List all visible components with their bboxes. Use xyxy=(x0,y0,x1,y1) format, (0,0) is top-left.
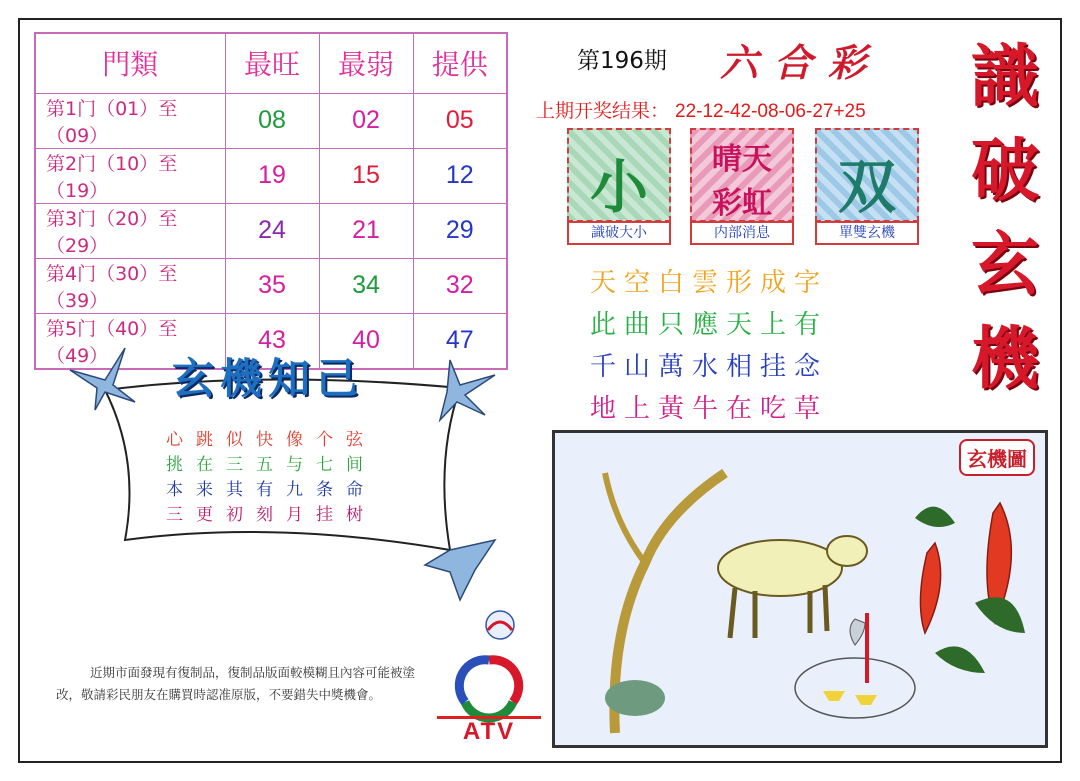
table-row xyxy=(35,93,507,148)
cell-hot: 43 xyxy=(225,313,319,369)
poem-line: 千山萬水相挂念 xyxy=(590,352,829,382)
poem-line: 天空白雲形成字 xyxy=(590,268,829,298)
axe-blade-icon xyxy=(850,619,865,645)
tree-branch xyxy=(605,473,645,563)
picture-label: 玄機圖 xyxy=(959,439,1035,476)
result-label: 上期开奖结果： xyxy=(536,101,670,122)
notice-text xyxy=(56,662,436,706)
cell-provide: 47 xyxy=(413,313,507,369)
cell-cold: 02 xyxy=(319,93,413,148)
tile-char-bottom: 彩虹 xyxy=(712,186,772,221)
cell-cold: 21 xyxy=(319,203,413,258)
tile-label-inside: 内部消息 xyxy=(690,221,794,245)
last-result xyxy=(536,96,866,123)
scroll-line: 三更初刻月挂树 xyxy=(166,505,376,525)
door-table xyxy=(34,32,508,370)
tile-char-top: 晴天 xyxy=(712,142,772,177)
scroll-line: 本来其有九条命 xyxy=(166,480,376,500)
result-numbers: 22-12-42-08-06-27+25 xyxy=(675,101,866,122)
cell-provide: 29 xyxy=(413,203,507,258)
bird-icon xyxy=(440,360,495,420)
cell-cold: 15 xyxy=(319,148,413,203)
col-header-hot: 最旺 xyxy=(225,33,319,93)
cell-hot: 19 xyxy=(225,148,319,203)
cell-provide: 05 xyxy=(413,93,507,148)
bird-icon xyxy=(425,540,495,600)
cell-hot: 08 xyxy=(225,93,319,148)
poem-line: 地上黃牛在吃草 xyxy=(590,394,829,424)
tile-odd-even xyxy=(815,128,919,222)
cell-provide: 32 xyxy=(413,258,507,313)
riddle-picture xyxy=(552,430,1048,748)
col-header-cold: 最弱 xyxy=(319,33,413,93)
gold-ingot-icon xyxy=(855,695,877,705)
table-header-row xyxy=(35,33,507,93)
tile-label-size: 識破大小 xyxy=(567,221,671,245)
table-row xyxy=(35,258,507,313)
row-label: 第5门（40）至（49） xyxy=(35,313,225,369)
brand-title: 六合彩 xyxy=(720,40,883,85)
rock-icon xyxy=(605,680,665,716)
cell-provide: 12 xyxy=(413,148,507,203)
gold-ingot-icon xyxy=(823,691,845,701)
scroll-line: 心跳似快像个弦 xyxy=(166,430,376,450)
row-label: 第1门（01）至（09） xyxy=(35,93,225,148)
cell-cold: 40 xyxy=(319,313,413,369)
notice-line-2: 改，敬請彩民朋友在購買時認准原版，不要錯失中獎機會。 xyxy=(56,687,382,702)
poem-line: 此曲只應天上有 xyxy=(590,310,829,340)
scroll-title: 玄機知己 xyxy=(172,354,365,403)
row-label: 第3门（20）至（29） xyxy=(35,203,225,258)
scroll-line: 挑在三五与七间 xyxy=(166,455,376,475)
tile-char: 双 xyxy=(837,153,896,221)
cell-cold: 34 xyxy=(319,258,413,313)
plate-outline xyxy=(795,658,915,718)
cell-hot: 24 xyxy=(225,203,319,258)
table-row xyxy=(35,148,507,203)
picture-illustration xyxy=(555,433,1045,745)
chili-pepper-icon xyxy=(915,503,1025,673)
table-row xyxy=(35,203,507,258)
mini-logo-icon xyxy=(478,608,522,642)
notice-line-1: 近期市面發現有復制品，復制品版面較模糊且內容可能被塗 xyxy=(90,665,416,680)
row-label: 第4门（30）至（39） xyxy=(35,258,225,313)
tile-label-odd-even: 單雙玄機 xyxy=(815,221,919,245)
tile-size xyxy=(567,128,671,222)
atv-logo-text: ATV xyxy=(437,716,541,744)
issue-number: 第196期 xyxy=(577,48,667,74)
row-label: 第2门（10）至（19） xyxy=(35,148,225,203)
tile-char: 小 xyxy=(589,153,648,221)
cell-hot: 35 xyxy=(225,258,319,313)
col-header-category: 門類 xyxy=(35,33,225,93)
ox-icon xyxy=(718,536,867,638)
tile-inside xyxy=(690,128,794,222)
vertical-title: 識破玄機 xyxy=(970,37,1039,399)
col-header-provide: 提供 xyxy=(413,33,507,93)
